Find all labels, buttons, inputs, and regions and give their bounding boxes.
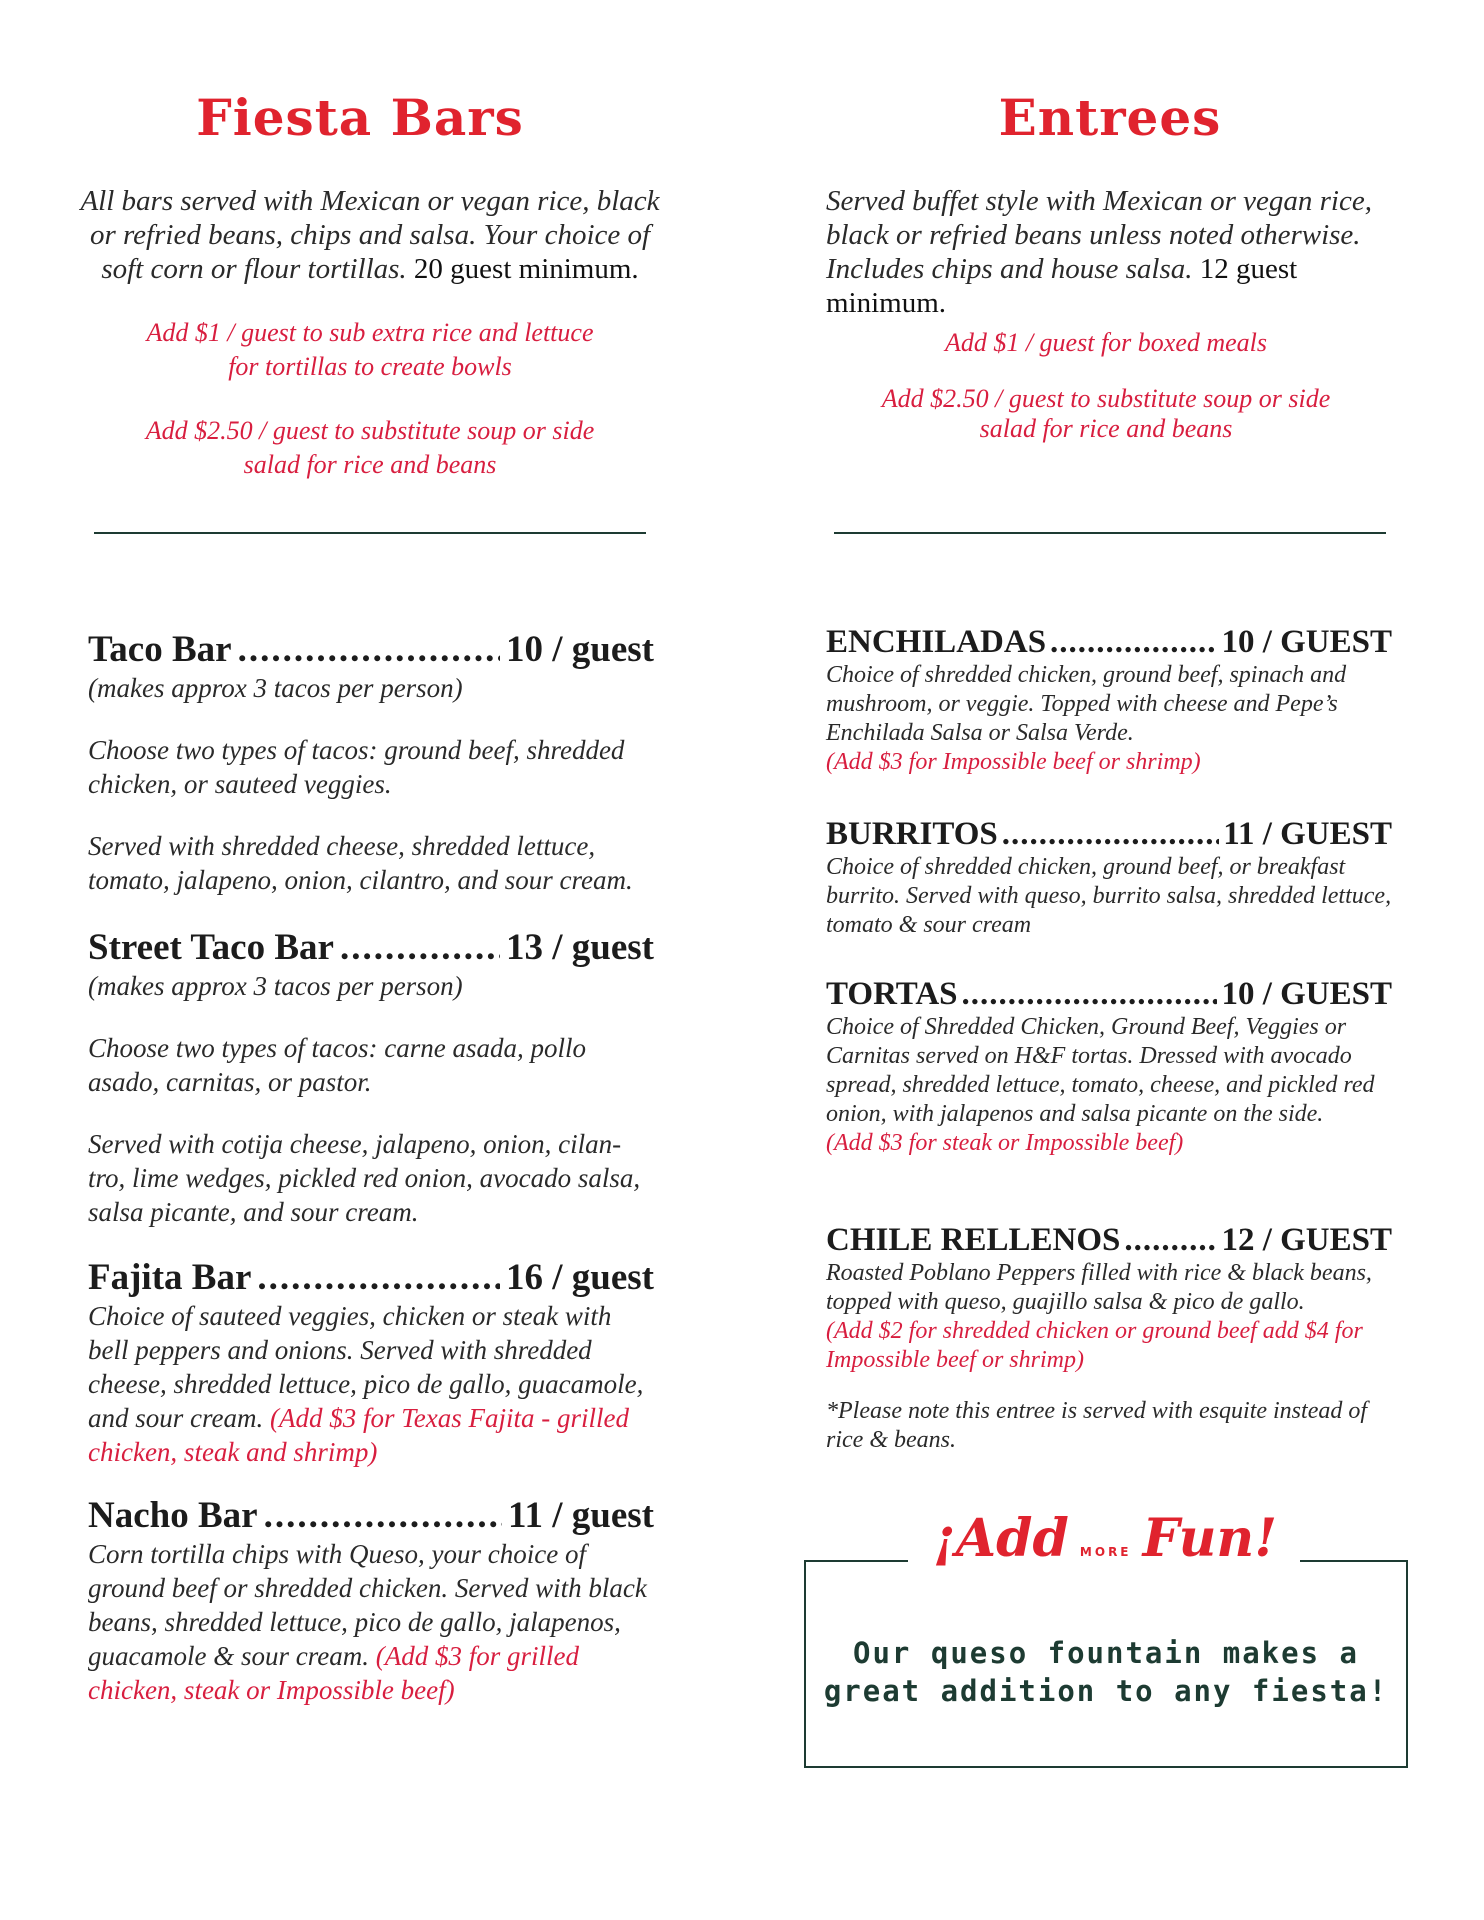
item-price: 11 / GUEST — [1223, 816, 1392, 852]
leader-dots — [257, 1256, 500, 1299]
item-price: 16 / guest — [506, 1257, 654, 1298]
note-line: salad for rice and beans — [243, 450, 497, 479]
item-price: 10 / GUEST — [1221, 624, 1392, 660]
fiesta-bars-intro — [80, 184, 660, 286]
section-divider — [834, 532, 1386, 534]
item-addon: (Add $3 for steak or Impossible beef) — [826, 1130, 1184, 1156]
menu-item-taco-bar — [88, 628, 654, 897]
leader-dots — [340, 926, 500, 969]
item-description: Roasted Poblano Peppers filled with rice & black beans, topped with queso, guajillo salsa & pico de gallo. — [826, 1260, 1372, 1315]
menu-item-fajita-bar — [88, 1256, 654, 1469]
item-header — [88, 628, 654, 671]
item-addon: (Add $3 for Texas Fajita - grilled chicken, steak and shrimp) — [88, 1403, 629, 1467]
item-price: 13 / guest — [506, 927, 654, 968]
leader-dots — [962, 976, 1218, 1013]
promo-headline — [918, 1508, 1292, 1569]
item-description: Choice of shredded chicken, ground beef, or breakfast burrito. Served with queso, burrito salsa, shredded lettuce, tomato & sour cream — [826, 854, 1392, 938]
item-name: CHILE RELLENOS — [826, 1222, 1121, 1258]
item-price: 10 / guest — [506, 629, 654, 670]
guest-minimum: 20 guest minimum. — [413, 253, 639, 285]
intro-line — [80, 252, 660, 286]
menu-item-burritos — [826, 816, 1392, 940]
item-description-text: Choice of sauteed veggies, chicken or steak with bell peppers and onions. Served with shredded cheese, shredded lettuce, pico de gallo, guacamole, and sour cream. — [88, 1301, 644, 1433]
substitute-note — [80, 414, 660, 482]
note-line: Add $1 / guest for boxed meals — [944, 328, 1268, 357]
leader-dots — [264, 1494, 502, 1537]
promo-fun: Fun! — [1142, 1508, 1278, 1569]
intro-text: Includes chips and house salsa. — [826, 253, 1193, 285]
item-header — [826, 1222, 1392, 1259]
item-header — [826, 624, 1392, 661]
item-addon: (Add $3 for grilled chicken, steak or Impossible beef) — [88, 1641, 579, 1705]
leader-dots — [1124, 1222, 1217, 1259]
fiesta-bars-title: Fiesta Bars — [196, 88, 524, 147]
item-description: Served with cotija cheese, jalapeno, onion, cilan-tro, lime wedges, pickled red onion, avocado salsa, salsa picante, and sour cream. — [88, 1129, 641, 1227]
intro-line — [826, 252, 1406, 320]
item-price: 10 / GUEST — [1221, 976, 1392, 1012]
item-name: Taco Bar — [88, 629, 232, 670]
item-subtitle: (makes approx 3 tacos per person) — [88, 971, 463, 1001]
menu-item-chile-rellenos — [826, 1222, 1392, 1455]
item-header — [88, 926, 654, 969]
item-header — [88, 1256, 654, 1299]
note-line: Add $2.50 / guest to substitute soup or side — [145, 416, 595, 445]
promo-box-border — [1300, 1560, 1406, 1562]
item-description: Choose two types of tacos: ground beef, shredded chicken, or sauteed veggies. — [88, 735, 625, 799]
item-header — [826, 976, 1392, 1013]
promo-line: great addition to any fiesta! — [823, 1674, 1389, 1708]
guest-minimum: 12 guest minimum. — [826, 253, 1298, 319]
item-description: Choice of shredded chicken, ground beef, spinach and mushroom, or veggie. Topped with cheese and Pepe’s Enchilada Salsa or Salsa Verde. — [826, 662, 1347, 746]
promo-box-border — [804, 1560, 908, 1562]
item-description: Served with shredded cheese, shredded lettuce, tomato, jalapeno, onion, cilantro, and sour cream. — [88, 831, 633, 895]
item-price: 12 / GUEST — [1221, 1222, 1392, 1258]
item-name: Fajita Bar — [88, 1257, 252, 1298]
menu-item-nacho-bar — [88, 1494, 654, 1707]
item-addon: (Add $2 for shredded chicken or ground beef add $4 for Impossible beef or shrimp) — [826, 1318, 1363, 1373]
leader-dots — [1002, 816, 1219, 853]
item-description: Choose two types of tacos: carne asada, pollo asado, carnitas, or pastor. — [88, 1033, 586, 1097]
promo-line: Our queso fountain makes a — [853, 1636, 1359, 1670]
item-description — [88, 1299, 654, 1469]
intro-line: All bars served with Mexican or vegan rice, black — [80, 185, 660, 217]
section-divider — [94, 532, 646, 534]
bowl-note — [80, 316, 660, 384]
leader-dots — [1050, 624, 1217, 661]
substitute-note — [816, 384, 1396, 444]
intro-line: Served buffet style with Mexican or vegan rice, — [826, 185, 1372, 217]
intro-line: black or refried beans unless noted otherwise. — [826, 219, 1361, 251]
item-description-text: Corn tortilla chips with Queso, your choice of ground beef or shredded chicken. Served with black beans, shredded lettuce, pico de gallo, jalapenos, guacamole & sour cream. — [88, 1539, 647, 1671]
item-description — [88, 1537, 654, 1707]
item-header — [88, 1494, 654, 1537]
entrees-title: Entrees — [998, 88, 1222, 147]
menu-item-tortas — [826, 976, 1392, 1158]
item-name: Nacho Bar — [88, 1495, 258, 1536]
leader-dots — [238, 628, 500, 671]
menu-item-street-taco-bar — [88, 926, 654, 1229]
item-name: Street Taco Bar — [88, 927, 334, 968]
item-price: 11 / guest — [508, 1495, 654, 1536]
note-line: Add $1 / guest to sub extra rice and lettuce — [146, 318, 594, 347]
item-footnote: *Please note this entree is served with esquite instead of rice & beans. — [826, 1398, 1368, 1453]
boxed-meals-note — [816, 326, 1396, 360]
note-line: Add $2.50 / guest to substitute soup or side — [881, 384, 1331, 413]
promo-more: MORE — [1079, 1544, 1132, 1559]
item-addon: (Add $3 for Impossible beef or shrimp) — [826, 749, 1201, 775]
item-header — [826, 816, 1392, 853]
promo-add: ¡Add — [932, 1508, 1069, 1569]
item-name: ENCHILADAS — [826, 624, 1047, 660]
entrees-intro — [826, 184, 1406, 320]
promo-text — [806, 1634, 1406, 1710]
item-name: BURRITOS — [826, 816, 998, 852]
note-line: for tortillas to create bowls — [228, 352, 512, 381]
note-line: salad for rice and beans — [979, 414, 1233, 443]
item-description: Choice of Shredded Chicken, Ground Beef, Veggies or Carnitas served on H&F tortas. Dressed with avocado spread, shredded lettuce, tomato, cheese, and pickled red onion, with jalapenos and salsa picante on the side. — [826, 1014, 1375, 1127]
item-name: TORTAS — [826, 976, 958, 1012]
menu-item-enchiladas — [826, 624, 1392, 777]
intro-text: soft corn or flour tortillas. — [101, 253, 407, 285]
intro-line: or refried beans, chips and salsa. Your choice of — [89, 219, 651, 251]
item-subtitle: (makes approx 3 tacos per person) — [88, 673, 463, 703]
